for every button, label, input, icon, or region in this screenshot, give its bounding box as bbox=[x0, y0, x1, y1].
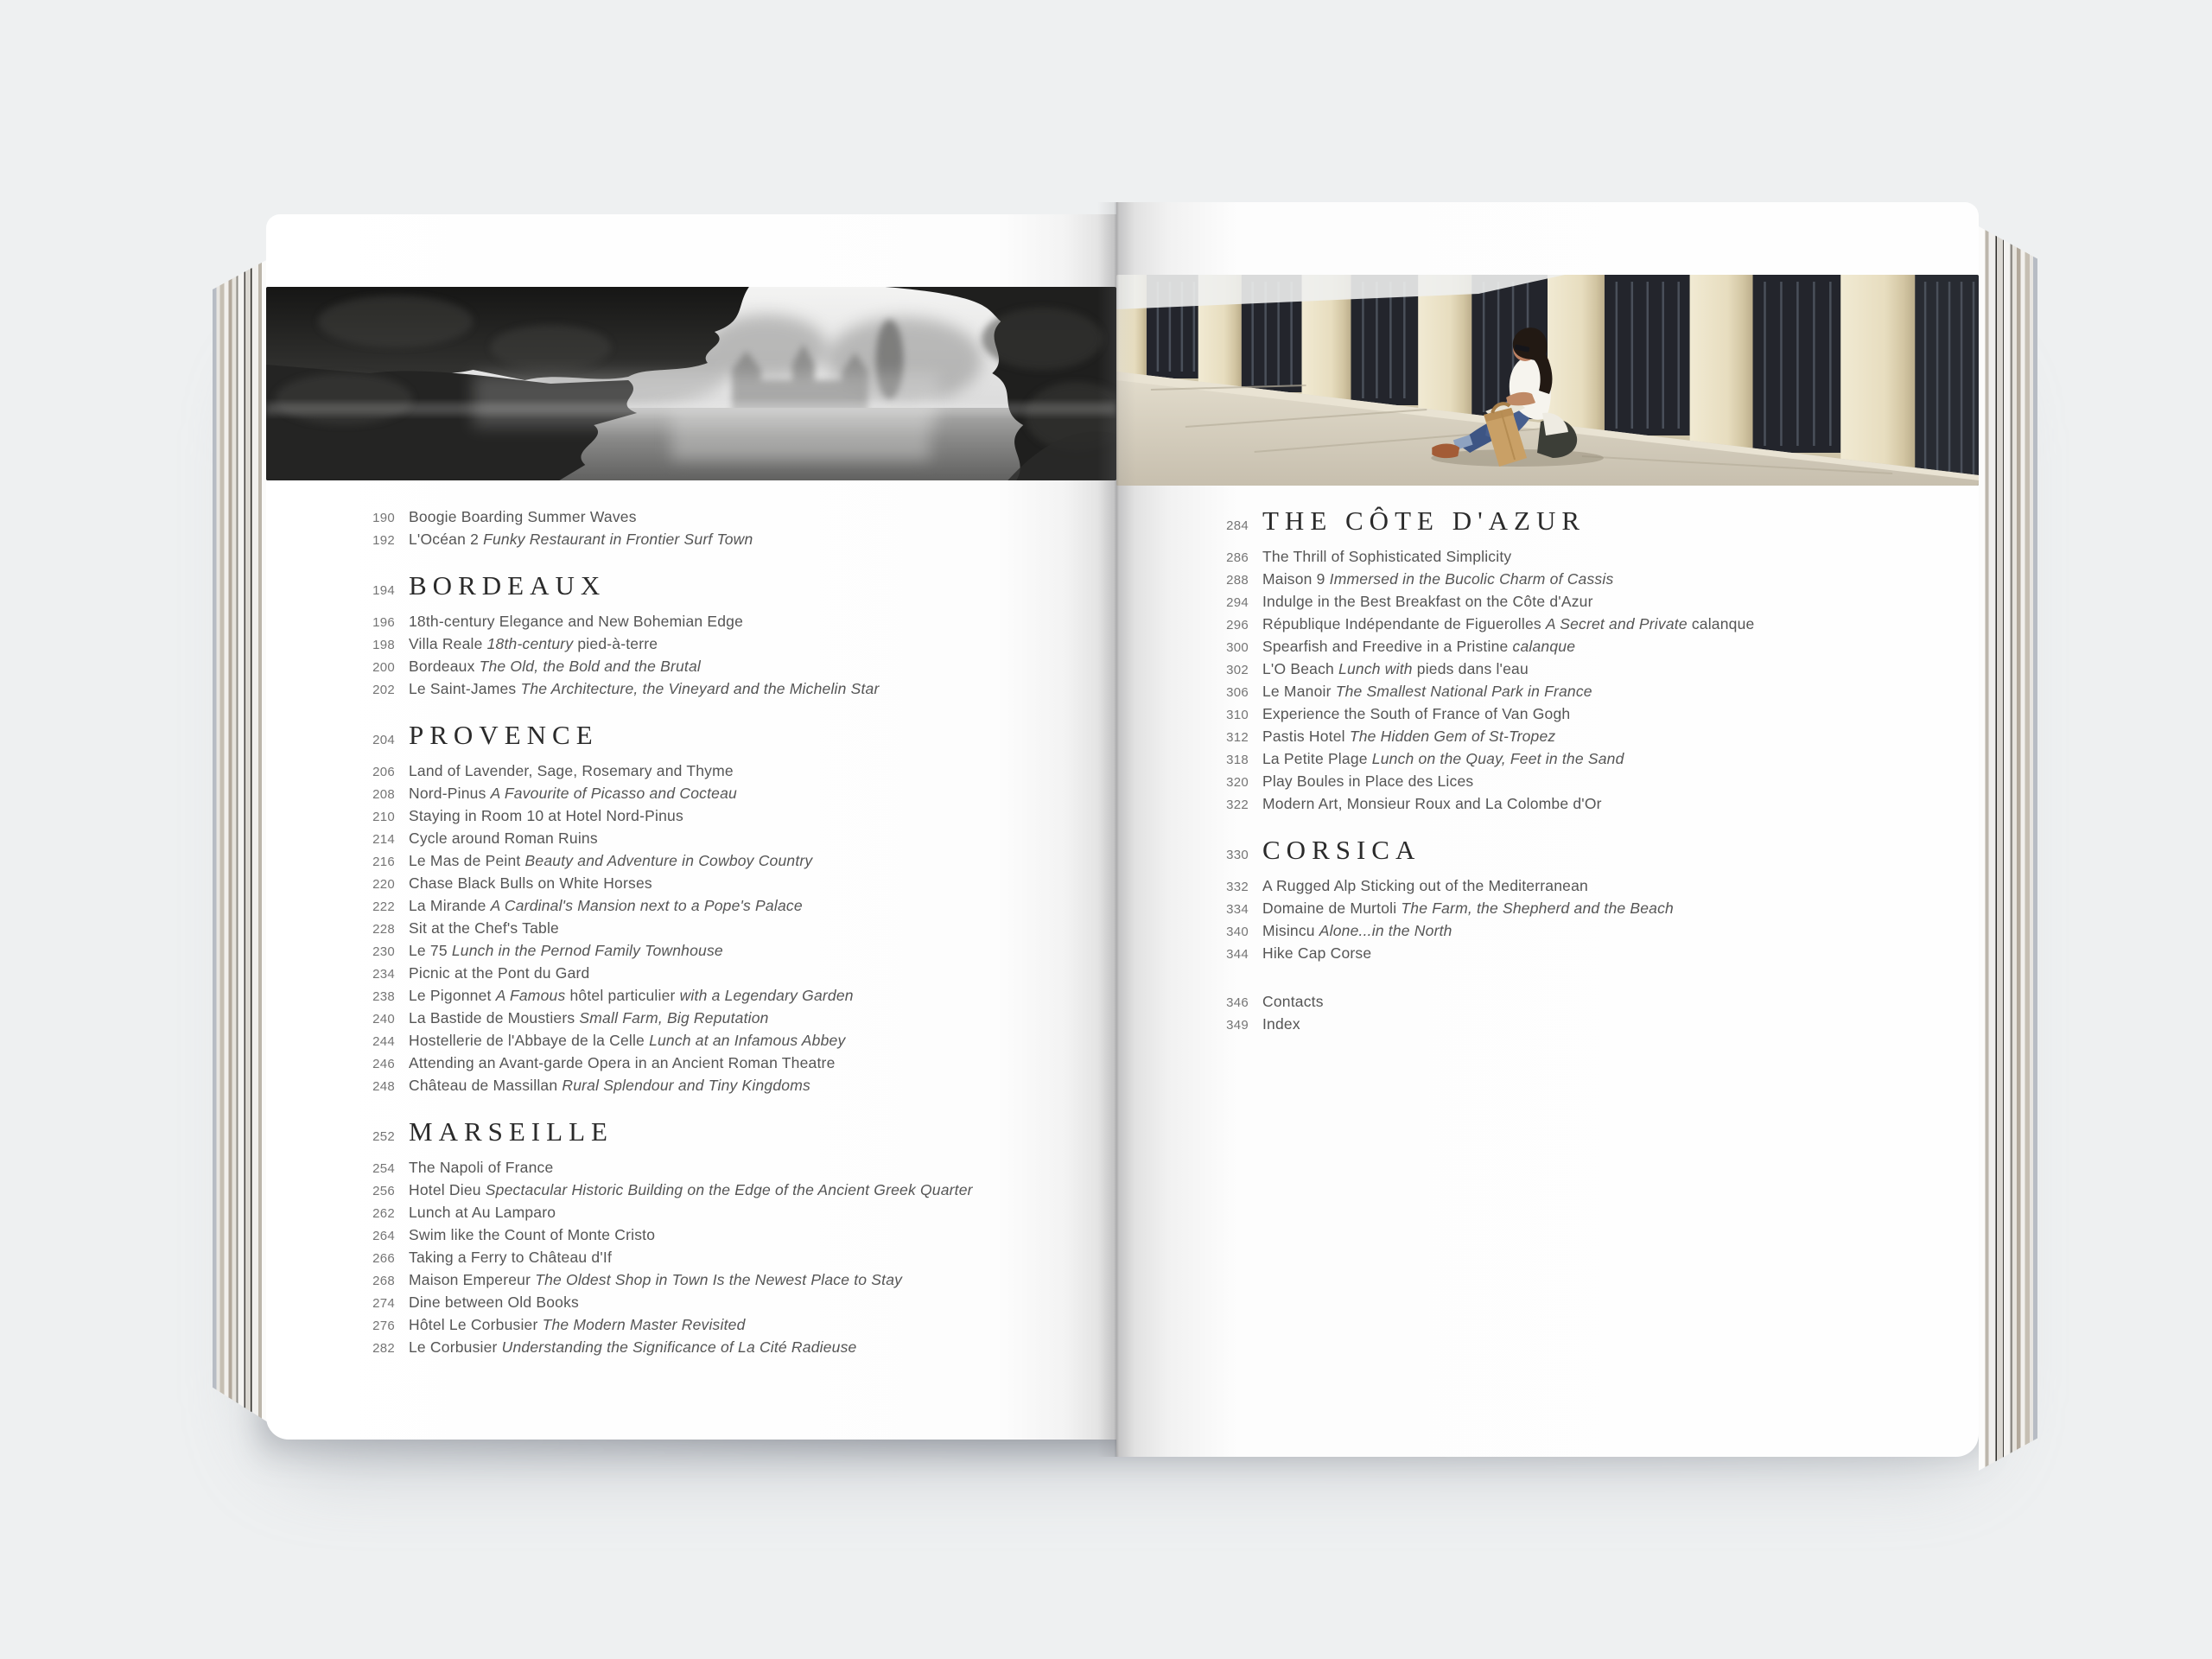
entry-page-number: 248 bbox=[372, 1079, 395, 1094]
entry-page-number: 274 bbox=[372, 1296, 395, 1311]
entry-title: Picnic at the Pont du Gard bbox=[409, 964, 590, 982]
section-page-number: 284 bbox=[1226, 518, 1249, 533]
entry-title: Hôtel Le Corbusier The Modern Master Revisited bbox=[409, 1316, 746, 1333]
entry-page-number: 256 bbox=[372, 1184, 395, 1198]
entry-page-number: 346 bbox=[1226, 995, 1249, 1010]
toc-entry bbox=[357, 1052, 1065, 1075]
entry-title: Le 75 Lunch in the Pernod Family Townhouse bbox=[409, 942, 723, 959]
entry-page-number: 318 bbox=[1226, 753, 1249, 767]
entry-page-number: 246 bbox=[372, 1057, 395, 1071]
entry-title: Le Mas de Peint Beauty and Adventure in Cowboy Country bbox=[409, 852, 813, 869]
section-header-row bbox=[357, 569, 1065, 607]
entry-title: Lunch at Au Lamparo bbox=[409, 1204, 556, 1221]
toc-entry bbox=[357, 1007, 1065, 1030]
entry-title: Spearfish and Freedive in a Pristine calanque bbox=[1262, 638, 1576, 655]
entry-title: Cycle around Roman Ruins bbox=[409, 830, 598, 847]
entry-title: Boogie Boarding Summer Waves bbox=[409, 508, 637, 525]
toc-entry bbox=[357, 678, 1065, 701]
toc-section-the-c-te-d-azur bbox=[1211, 505, 1936, 816]
toc-entry bbox=[1211, 875, 1936, 898]
right-page bbox=[1116, 202, 1979, 1457]
entry-title: Le Saint-James The Architecture, the Vineyard and the Michelin Star bbox=[409, 680, 880, 697]
toc-entry bbox=[1211, 546, 1936, 569]
entry-title: Attending an Avant-garde Opera in an Ancient Roman Theatre bbox=[409, 1054, 836, 1071]
entry-title: The Thrill of Sophisticated Simplicity bbox=[1262, 548, 1512, 565]
entry-page-number: 240 bbox=[372, 1012, 395, 1027]
entry-page-number: 238 bbox=[372, 989, 395, 1004]
section-header-row bbox=[357, 719, 1065, 757]
section-title: BORDEAUX bbox=[409, 570, 607, 601]
entry-title: Chase Black Bulls on White Horses bbox=[409, 874, 652, 892]
toc-entry bbox=[1211, 613, 1936, 636]
entry-page-number: 228 bbox=[372, 922, 395, 937]
toc-entry bbox=[1211, 1014, 1936, 1036]
left-page-edge-stack bbox=[213, 259, 268, 1422]
section-page-number: 194 bbox=[372, 583, 395, 598]
colonnade-reading-woman-photo bbox=[1116, 275, 1979, 486]
entry-page-number: 296 bbox=[1226, 618, 1249, 632]
entry-title: The Napoli of France bbox=[409, 1159, 554, 1176]
entry-page-number: 282 bbox=[372, 1341, 395, 1356]
entry-title: Misincu Alone...in the North bbox=[1262, 922, 1452, 939]
toc-entry bbox=[357, 1337, 1065, 1359]
section-header-row bbox=[1211, 834, 1936, 872]
colonnade-illustration bbox=[1116, 275, 1979, 486]
entry-page-number: 234 bbox=[372, 967, 395, 982]
toc-entry bbox=[357, 611, 1065, 633]
section-title: PROVENCE bbox=[409, 720, 599, 750]
toc-entry bbox=[357, 940, 1065, 963]
entry-page-number: 192 bbox=[372, 533, 395, 548]
entry-title: République Indépendante de Figuerolles A Secret and Private calanque bbox=[1262, 615, 1755, 632]
entry-title: Nord-Pinus A Favourite of Picasso and Cocteau bbox=[409, 785, 737, 802]
toc-entry bbox=[357, 633, 1065, 656]
entry-page-number: 216 bbox=[372, 855, 395, 869]
entry-page-number: 312 bbox=[1226, 730, 1249, 745]
entry-page-number: 262 bbox=[372, 1206, 395, 1221]
entry-title: 18th-century Elegance and New Bohemian Edge bbox=[409, 613, 744, 630]
toc-entry bbox=[1211, 991, 1936, 1014]
section-title: CORSICA bbox=[1262, 835, 1421, 865]
entry-title: Dine between Old Books bbox=[409, 1294, 580, 1311]
entry-title: Villa Reale 18th-century pied-à-terre bbox=[409, 635, 658, 652]
toc-entry bbox=[1211, 943, 1936, 965]
toc-entry bbox=[1211, 636, 1936, 658]
entry-page-number: 300 bbox=[1226, 640, 1249, 655]
entry-page-number: 334 bbox=[1226, 902, 1249, 917]
entry-page-number: 310 bbox=[1226, 708, 1249, 722]
entry-title: Play Boules in Place des Lices bbox=[1262, 772, 1474, 790]
toc-section-bordeaux bbox=[357, 569, 1065, 701]
toc-entry bbox=[357, 1269, 1065, 1292]
toc-entry bbox=[1211, 793, 1936, 816]
entry-page-number: 206 bbox=[372, 765, 395, 779]
entry-page-number: 196 bbox=[372, 615, 395, 630]
toc-entry bbox=[357, 1075, 1065, 1097]
entry-title: Contacts bbox=[1262, 993, 1324, 1010]
entry-page-number: 254 bbox=[372, 1161, 395, 1176]
toc-entry bbox=[1211, 726, 1936, 748]
entry-title: Modern Art, Monsieur Roux and La Colombe d'Or bbox=[1262, 795, 1602, 812]
toc-entry bbox=[357, 850, 1065, 873]
toc-entry bbox=[357, 895, 1065, 918]
entry-title: Staying in Room 10 at Hotel Nord-Pinus bbox=[409, 807, 683, 824]
toc-entry bbox=[357, 506, 1065, 529]
toc-entry bbox=[357, 1202, 1065, 1224]
right-page-edge-stack bbox=[1979, 226, 2037, 1471]
toc-section-provence bbox=[357, 719, 1065, 1097]
section-page-number: 204 bbox=[372, 733, 395, 747]
section-header-row bbox=[357, 1116, 1065, 1154]
toc-entry bbox=[357, 805, 1065, 828]
toc-entry bbox=[1211, 898, 1936, 920]
toc-entry bbox=[357, 1224, 1065, 1247]
entry-title: Bordeaux The Old, the Bold and the Brutal bbox=[409, 658, 701, 675]
entry-title: Swim like the Count of Monte Cristo bbox=[409, 1226, 656, 1243]
entry-page-number: 230 bbox=[372, 944, 395, 959]
entry-title: Maison 9 Immersed in the Bucolic Charm of Cassis bbox=[1262, 570, 1614, 588]
entry-title: Hike Cap Corse bbox=[1262, 944, 1372, 962]
entry-page-number: 268 bbox=[372, 1274, 395, 1288]
toc-section bbox=[357, 506, 1065, 551]
entry-page-number: 332 bbox=[1226, 880, 1249, 894]
toc-entry bbox=[357, 1314, 1065, 1337]
entry-title: L'Océan 2 Funky Restaurant in Frontier Surf Town bbox=[409, 531, 753, 548]
toc-entry bbox=[357, 963, 1065, 985]
section-header-row bbox=[1211, 505, 1936, 543]
toc-entry bbox=[357, 760, 1065, 783]
toc-entry bbox=[357, 1179, 1065, 1202]
toc-entry bbox=[1211, 569, 1936, 591]
entry-page-number: 288 bbox=[1226, 573, 1249, 588]
entry-page-number: 306 bbox=[1226, 685, 1249, 700]
toc-entry bbox=[357, 985, 1065, 1007]
toc-entry bbox=[357, 1247, 1065, 1269]
entry-page-number: 220 bbox=[372, 877, 395, 892]
toc-left bbox=[357, 506, 1065, 1359]
toc-section-corsica bbox=[1211, 834, 1936, 965]
entry-page-number: 266 bbox=[372, 1251, 395, 1266]
toc-entry bbox=[357, 828, 1065, 850]
entry-title: Maison Empereur The Oldest Shop in Town Is the Newest Place to Stay bbox=[409, 1271, 903, 1288]
toc-entry bbox=[357, 1030, 1065, 1052]
toc-section-marseille bbox=[357, 1116, 1065, 1359]
toc-entry bbox=[357, 873, 1065, 895]
entry-page-number: 320 bbox=[1226, 775, 1249, 790]
entry-page-number: 202 bbox=[372, 683, 395, 697]
entry-title: Château de Massillan Rural Splendour and Tiny Kingdoms bbox=[409, 1077, 810, 1094]
entry-page-number: 222 bbox=[372, 899, 395, 914]
entry-page-number: 208 bbox=[372, 787, 395, 802]
toc-entry bbox=[357, 1157, 1065, 1179]
entry-title: Hostellerie de l'Abbaye de la Celle Lunch at an Infamous Abbey bbox=[409, 1032, 846, 1049]
toc-entry bbox=[357, 529, 1065, 551]
entry-page-number: 198 bbox=[372, 638, 395, 652]
toc-entry bbox=[357, 1292, 1065, 1314]
entry-page-number: 302 bbox=[1226, 663, 1249, 677]
entry-title: La Petite Plage Lunch on the Quay, Feet in the Sand bbox=[1262, 750, 1624, 767]
entry-title: L'O Beach Lunch with pieds dans l'eau bbox=[1262, 660, 1529, 677]
toc-right bbox=[1211, 505, 1936, 1036]
section-page-number: 252 bbox=[372, 1129, 395, 1144]
misty-chateau-lake-photo bbox=[266, 287, 1116, 480]
entry-page-number: 214 bbox=[372, 832, 395, 847]
entry-page-number: 344 bbox=[1226, 947, 1249, 962]
entry-title: Le Pigonnet A Famous hôtel particulier with a Legendary Garden bbox=[409, 987, 854, 1004]
entry-title: Le Corbusier Understanding the Significance of La Cité Radieuse bbox=[409, 1338, 857, 1356]
entry-page-number: 286 bbox=[1226, 550, 1249, 565]
left-page bbox=[266, 214, 1116, 1440]
toc-entry bbox=[1211, 591, 1936, 613]
entry-title: Le Manoir The Smallest National Park in France bbox=[1262, 683, 1592, 700]
entry-title: La Bastide de Moustiers Small Farm, Big Reputation bbox=[409, 1009, 769, 1027]
entry-page-number: 294 bbox=[1226, 595, 1249, 610]
entry-title: Indulge in the Best Breakfast on the Côte d'Azur bbox=[1262, 593, 1593, 610]
entry-title: La Mirande A Cardinal's Mansion next to a Pope's Palace bbox=[409, 897, 803, 914]
entry-page-number: 244 bbox=[372, 1034, 395, 1049]
toc-entry bbox=[1211, 658, 1936, 681]
section-title: MARSEILLE bbox=[409, 1116, 613, 1147]
toc-entry bbox=[1211, 703, 1936, 726]
toc-entry bbox=[1211, 771, 1936, 793]
toc-entry bbox=[357, 918, 1065, 940]
entry-title: Pastis Hotel The Hidden Gem of St-Tropez bbox=[1262, 728, 1556, 745]
toc-entry bbox=[1211, 920, 1936, 943]
entry-page-number: 340 bbox=[1226, 925, 1249, 939]
entry-page-number: 210 bbox=[372, 810, 395, 824]
entry-title: Land of Lavender, Sage, Rosemary and Thyme bbox=[409, 762, 734, 779]
entry-title: Index bbox=[1262, 1015, 1300, 1033]
entry-title: Experience the South of France of Van Gogh bbox=[1262, 705, 1571, 722]
toc-entry bbox=[1211, 681, 1936, 703]
toc-section bbox=[1211, 991, 1936, 1036]
entry-page-number: 322 bbox=[1226, 798, 1249, 812]
section-page-number: 330 bbox=[1226, 848, 1249, 862]
toc-entry bbox=[357, 783, 1065, 805]
entry-page-number: 276 bbox=[372, 1319, 395, 1333]
section-title: THE CÔTE D'AZUR bbox=[1262, 505, 1586, 536]
entry-page-number: 349 bbox=[1226, 1018, 1249, 1033]
chateau-lake-illustration bbox=[266, 287, 1116, 480]
entry-page-number: 264 bbox=[372, 1229, 395, 1243]
entry-title: Domaine de Murtoli The Farm, the Shepherd and the Beach bbox=[1262, 899, 1674, 917]
entry-page-number: 200 bbox=[372, 660, 395, 675]
entry-page-number: 190 bbox=[372, 511, 395, 525]
entry-title: Hotel Dieu Spectacular Historic Building on the Edge of the Ancient Greek Quarter bbox=[409, 1181, 973, 1198]
toc-entry bbox=[357, 656, 1065, 678]
entry-title: A Rugged Alp Sticking out of the Mediterranean bbox=[1262, 877, 1588, 894]
entry-title: Sit at the Chef's Table bbox=[409, 919, 559, 937]
entry-title: Taking a Ferry to Château d'If bbox=[409, 1249, 613, 1266]
toc-entry bbox=[1211, 748, 1936, 771]
